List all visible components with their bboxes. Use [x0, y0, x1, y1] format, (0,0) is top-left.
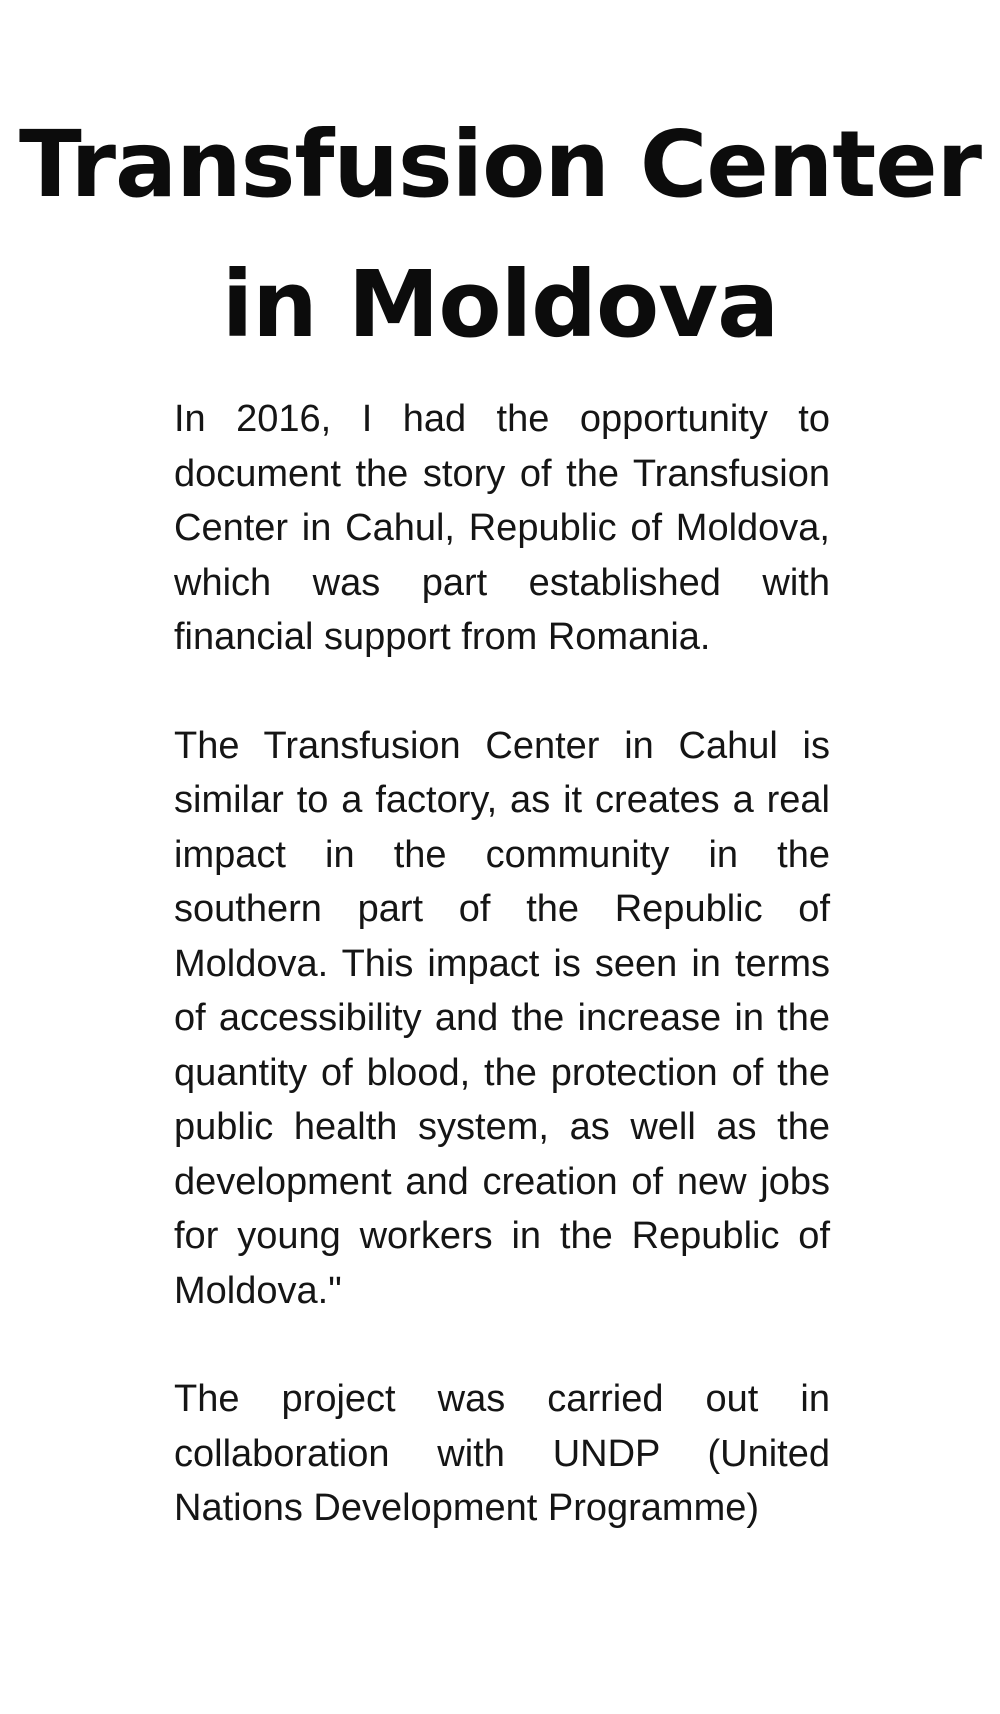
title-line-2: in Moldova: [221, 251, 779, 358]
title-line-1: Transfusion Center: [18, 111, 982, 218]
paragraph-impact: The Transfusion Center in Cahul is similar to a factory, as it creates a real impact in the community in the southern part of the Republic of Moldova. This impact is seen in terms of accessibility and the increase in the quantity of blood, the protection of the public health system, as well as the development and creation of new jobs for young workers in the Republic of Moldova.": [174, 724, 830, 1312]
article-body: [174, 392, 830, 1536]
page-title: [0, 95, 1000, 375]
paragraph-collaboration: The project was carried out in collaboration with UNDP (United Nations Development Programme): [174, 1378, 830, 1529]
paragraph-intro: In 2016, I had the opportunity to document the story of the Transfusion Center in Cahul, Republic of Moldova, which was part established with financial support from Romania.: [174, 398, 830, 658]
